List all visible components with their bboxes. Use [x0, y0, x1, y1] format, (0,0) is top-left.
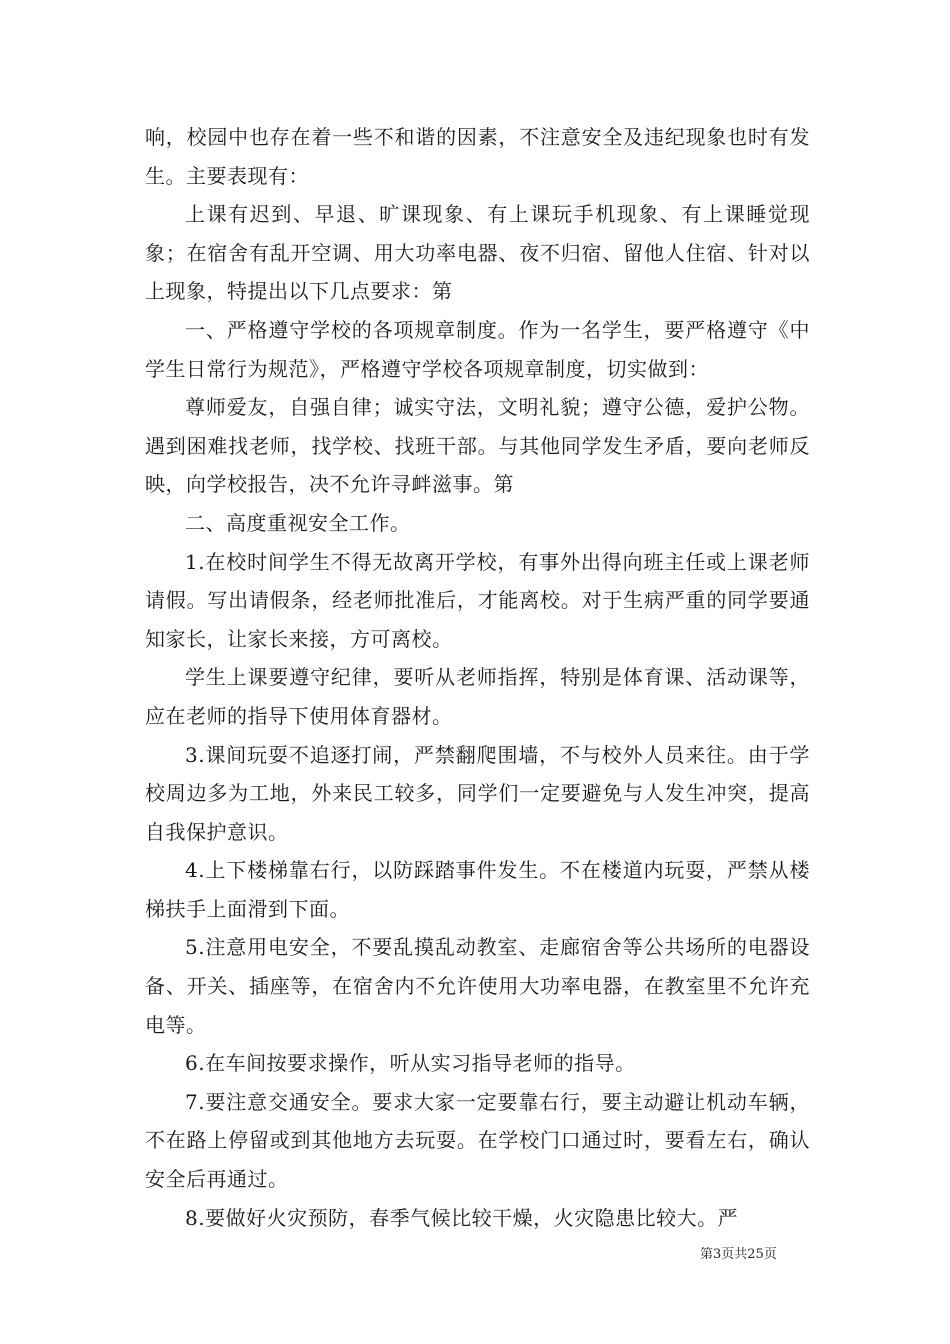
paragraph-problems: 上课有迟到、早退、旷课现象、有上课玩手机现象、有上课睡觉现象；在宿舍有乱开空调、用大功率电器、夜不归宿、留他人住宿、针对以上现象，特提出以下几点要求：第 — [145, 202, 810, 304]
paragraph-conduct: 尊师爱友，自强自律；诚实守法，文明礼貌；遵守公德，爱护公物。遇到困难找老师，找学校、找班干部。与其他同学发生矛盾，要向老师反映，向学校报告，决不允许寻衅滋事。第 — [145, 395, 810, 497]
paragraph-item-4: 4.上下楼梯靠右行，以防踩踏事件发生。不在楼道内玩耍，严禁从楼梯扶手上面滑到下面。 — [145, 858, 810, 921]
paragraph-item-3: 3.课间玩耍不追逐打闹，严禁翻爬围墙，不与校外人员来往。由于学校周边多为工地，外来民工较多，同学们一定要避免与人发生冲突，提高自我保护意识。 — [145, 742, 810, 844]
paragraph-item-7: 7.要注意交通安全。要求大家一定要靠右行，要主动避让机动车辆，不在路上停留或到其他地方去玩耍。在学校门口通过时，要看左右，确认安全后再通过。 — [145, 1089, 810, 1192]
paragraph-section-2: 二、高度重视安全工作。 — [185, 510, 411, 535]
paragraph-item-6: 6.在车间按要求操作，听从实习指导老师的指导。 — [185, 1051, 636, 1076]
paragraph-item-5: 5.注意用电安全，不要乱摸乱动教室、走廊宿舍等公共场所的电器设备、开关、插座等，在宿舍内不允许使用大功率电器，在教室里不允许充电等。 — [145, 935, 810, 1037]
paragraph-item-8: 8.要做好火灾预防，春季气候比较干燥，火灾隐患比较大。严 — [185, 1205, 739, 1230]
document-body — [145, 118, 810, 1237]
page-number-footer: 第3页共25页 — [700, 1247, 777, 1262]
paragraph-continuation: 响，校园中也存在着一些不和谐的因素，不注意安全及违纪现象也时有发生。主要表现有： — [145, 125, 810, 188]
paragraph-section-1: 一、严格遵守学校的各项规章制度。作为一名学生，要严格遵守《中学生日常行为规范》，严格遵守学校各项规章制度，切实做到： — [145, 317, 810, 381]
paragraph-item-2: 学生上课要遵守纪律，要听从老师指挥，特别是体育课、活动课等，应在老师的指导下使用体育器材。 — [145, 665, 810, 728]
paragraph-item-1: 1.在校时间学生不得无故离开学校，有事外出得向班主任或上课老师请假。写出请假条，经老师批准后，才能离校。对于生病严重的同学要通知家长，让家长来接，方可离校。 — [145, 549, 810, 651]
